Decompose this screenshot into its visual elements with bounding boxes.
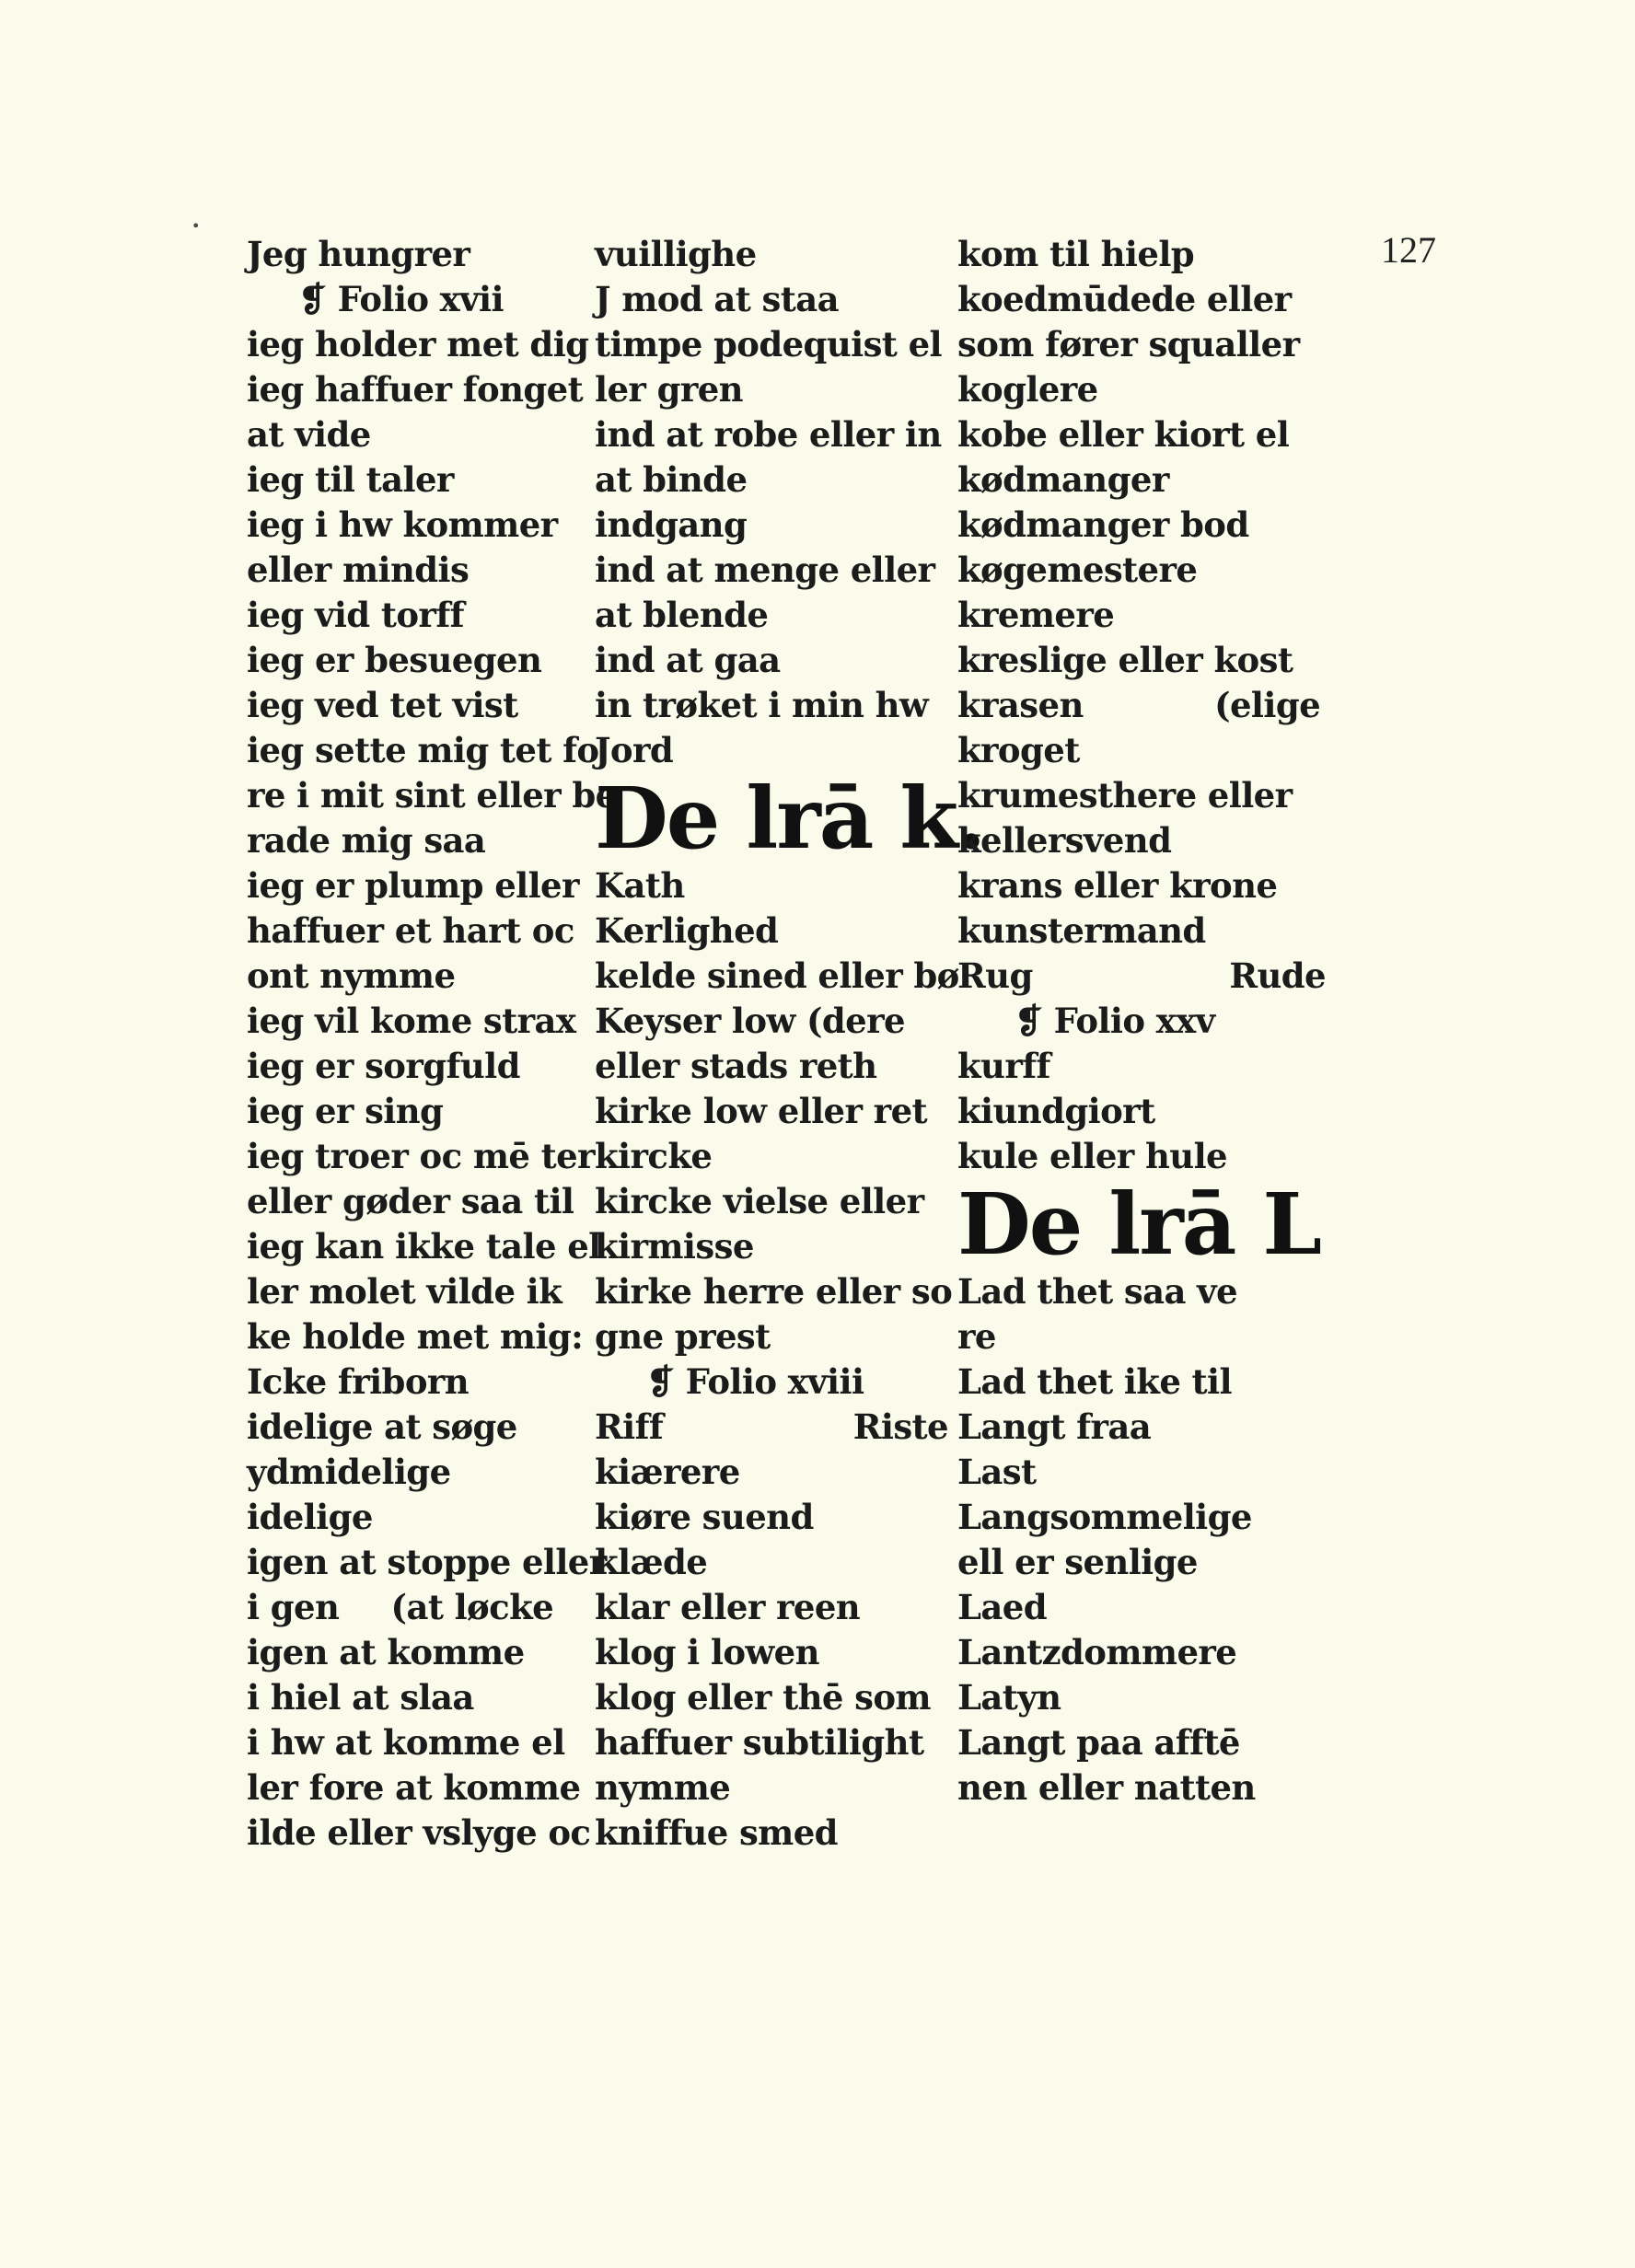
entry: idelige at søge [247,1406,517,1447]
entry: kirmisse [595,1226,754,1267]
entry: i gen [247,1587,340,1627]
entry: Last [957,1452,1037,1492]
entry: ieg er sing [247,1091,444,1131]
entry: at vide [247,414,371,455]
folio-marker: ❡ Folio xviii [646,1361,864,1402]
entry: ieg ved tet vist [247,685,518,725]
entry: kreslige eller kost [957,640,1293,680]
entry: Langsommelige [957,1497,1252,1537]
entry: ieg er plump eller [247,865,579,906]
entry: kelde sined eller bø [595,955,959,996]
entry: nen eller natten [957,1767,1256,1808]
entry: ieg vid torff [247,595,464,635]
entry-line [247,1585,597,1630]
entry: kunstermand [957,910,1206,951]
entry: kirke low eller ret [595,1091,928,1131]
entry: nymme [595,1767,731,1808]
entry: ind at robe eller in [595,414,942,455]
entry: igen at komme [247,1632,525,1672]
entry: Riste [852,1406,948,1447]
entry: ler gren [595,369,743,410]
entry: at binde [595,459,748,500]
entry: eller mindis [247,550,470,590]
entry: ieg troer oc mē ter [247,1136,595,1176]
entry: ieg kan ikke tale el [247,1226,601,1267]
section-heading-k: De lrā k. [595,769,985,868]
entry-continuation: (at løcke [390,1587,554,1627]
page-number: 127 [1381,229,1436,271]
entry: J mod at staa [595,279,839,319]
entry: kiundgiort [957,1091,1155,1131]
entry: rade mig saa [247,820,486,861]
entry: koglere [957,369,1098,410]
entry: krans eller krone [957,865,1278,906]
entry: som fører squaller [957,324,1300,364]
entry: haffuer et hart oc [247,910,574,951]
entry: ke holde met mig: [247,1316,584,1357]
entry: Kath [595,865,685,906]
entry: ind at gaa [595,640,781,680]
entry: ler fore at komme [247,1767,581,1808]
entry: Icke friborn [247,1361,470,1402]
entry: Lad thet ike til [957,1361,1232,1402]
folio-marker: ❡ Folio xvii [298,279,504,319]
entry: kirke herre eller so [595,1271,953,1312]
entry: kircke [595,1136,713,1176]
entry: ont nymme [247,955,456,996]
entry: Rude [1229,955,1326,996]
entry: kellersvend [957,820,1172,861]
column-2 [595,232,985,1856]
entry: kniffue smed [595,1812,838,1853]
entry: in trøket i min hw [595,685,929,725]
entry: klæde [595,1542,708,1582]
entry: vuillighe [595,234,757,274]
entry: Lad thet saa ve [957,1271,1237,1312]
entry: klar eller reen [595,1587,861,1627]
entry: i hiel at slaa [247,1677,474,1718]
entry: ler molet vilde ik [247,1271,562,1312]
entry: eller gøder saa til [247,1181,574,1221]
section-heading-l: De lrā L [957,1174,1321,1274]
entry-continuation: (elige [1214,685,1321,725]
entry: klog i lowen [595,1632,819,1672]
entry: Jeg hungrer [247,234,470,274]
entry: gne prest [595,1316,771,1357]
entry: Latyn [957,1677,1061,1718]
entry: indgang [595,504,748,545]
entry: re [957,1316,996,1357]
entry: kiøre suend [595,1497,814,1537]
entry: Jord [595,730,674,770]
entry: krasen [957,685,1084,725]
entry: Laed [957,1587,1048,1627]
entry: ilde eller vslyge oc [247,1812,591,1853]
entry: ieg i hw kommer [247,504,558,545]
entry-pair [957,954,1326,999]
entry: Rug [957,955,1033,996]
entry: ieg er sorgfuld [247,1046,520,1086]
entry: kødmanger [957,459,1169,500]
entry: kiærere [595,1452,740,1492]
folio-marker: ❡ Folio xxv [1015,1001,1215,1041]
entry: kobe eller kiort el [957,414,1290,455]
entry: ydmidelige [247,1452,451,1492]
entry-line [957,683,1326,728]
entry: kom til hielp [957,234,1195,274]
entry: timpe podequist el [595,324,942,364]
entry: kremere [957,595,1115,635]
column-3 [957,232,1326,1811]
entry: ieg holder met dig [247,324,589,364]
entry: koedmūdede eller [957,279,1292,319]
entry: ieg sette mig tet fo [247,730,599,770]
entry: Langt fraa [957,1406,1152,1447]
entry: idelige [247,1497,373,1537]
entry: kødmanger bod [957,504,1249,545]
entry: ieg haffuer fonget [247,369,584,410]
entry: i hw at komme el [247,1722,565,1763]
entry: Keyser low (dere [595,1001,905,1041]
entry: ieg til taler [247,459,454,500]
entry: kircke vielse eller [595,1181,924,1221]
entry: kurff [957,1046,1050,1086]
entry: Kerlighed [595,910,779,951]
margin-mark: • [191,217,201,235]
entry: ind at menge eller [595,550,935,590]
entry: ell er senlige [957,1542,1198,1582]
entry: haffuer subtilight [595,1722,924,1763]
column-1 [247,232,617,1856]
entry: igen at stoppe eller [247,1542,607,1582]
entry: køgemestere [957,550,1198,590]
entry: ieg er besuegen [247,640,542,680]
entry: Lantzdommere [957,1632,1237,1672]
entry: kule eller hule [957,1136,1227,1176]
entry: kroget [957,730,1080,770]
entry: Riff [595,1406,664,1447]
entry-pair [595,1405,948,1450]
entry: krumesthere eller [957,775,1293,816]
entry: klog eller thē som [595,1677,931,1718]
entry: re i mit sint eller be [247,775,617,816]
entry: Langt paa afftē [957,1722,1240,1763]
entry: eller stads reth [595,1046,877,1086]
entry: ieg vil kome strax [247,1001,576,1041]
entry: at blende [595,595,769,635]
